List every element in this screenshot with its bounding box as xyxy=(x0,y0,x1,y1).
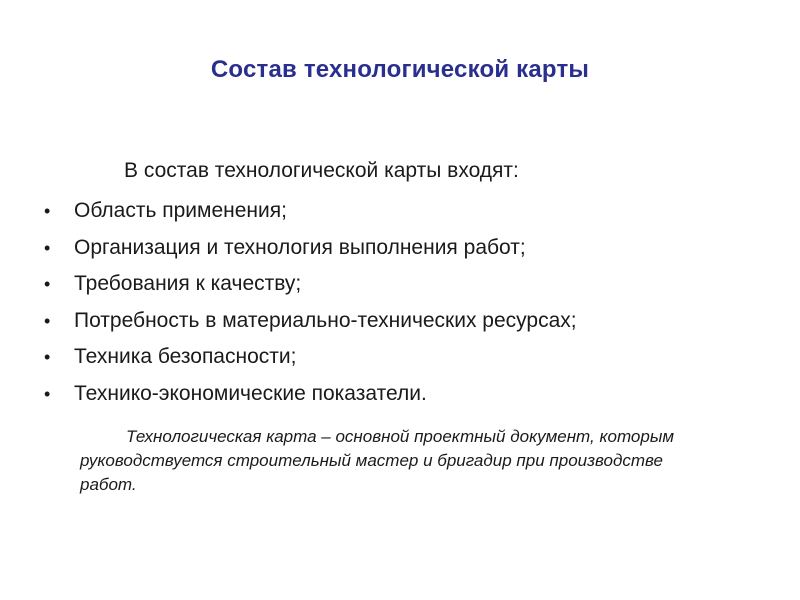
list-item xyxy=(44,266,577,303)
note-paragraph xyxy=(80,425,720,497)
list-item-text: Требования к качеству; xyxy=(74,272,302,295)
slide-title: Состав технологической карты xyxy=(210,56,590,83)
list-item xyxy=(44,193,577,230)
list-item xyxy=(44,339,577,376)
note-text: Технологическая карта – основной проектный документ, которым руководствуется строительный мастер и бригадир при производстве работ. xyxy=(80,427,675,494)
bullet-list xyxy=(44,193,577,412)
bullet-icon: • xyxy=(44,310,51,331)
list-item xyxy=(44,303,577,340)
list-item-text: Потребность в материально-технических ресурсах; xyxy=(74,308,577,332)
list-item-text: Технико-экономические показатели. xyxy=(74,381,427,405)
bullet-icon: • xyxy=(44,201,51,221)
bullet-icon: • xyxy=(44,347,51,367)
list-item-text: Организация и технология выполнения работ; xyxy=(74,235,526,259)
list-item-text: Техника безопасности; xyxy=(74,345,297,368)
list-item xyxy=(44,376,577,413)
list-item xyxy=(44,230,577,267)
list-item-text: Область применения; xyxy=(74,199,287,222)
intro-text: В состав технологической карты входят: xyxy=(124,159,519,182)
bullet-icon: • xyxy=(44,274,51,294)
bullet-icon: • xyxy=(44,237,51,258)
bullet-icon: • xyxy=(44,383,51,404)
